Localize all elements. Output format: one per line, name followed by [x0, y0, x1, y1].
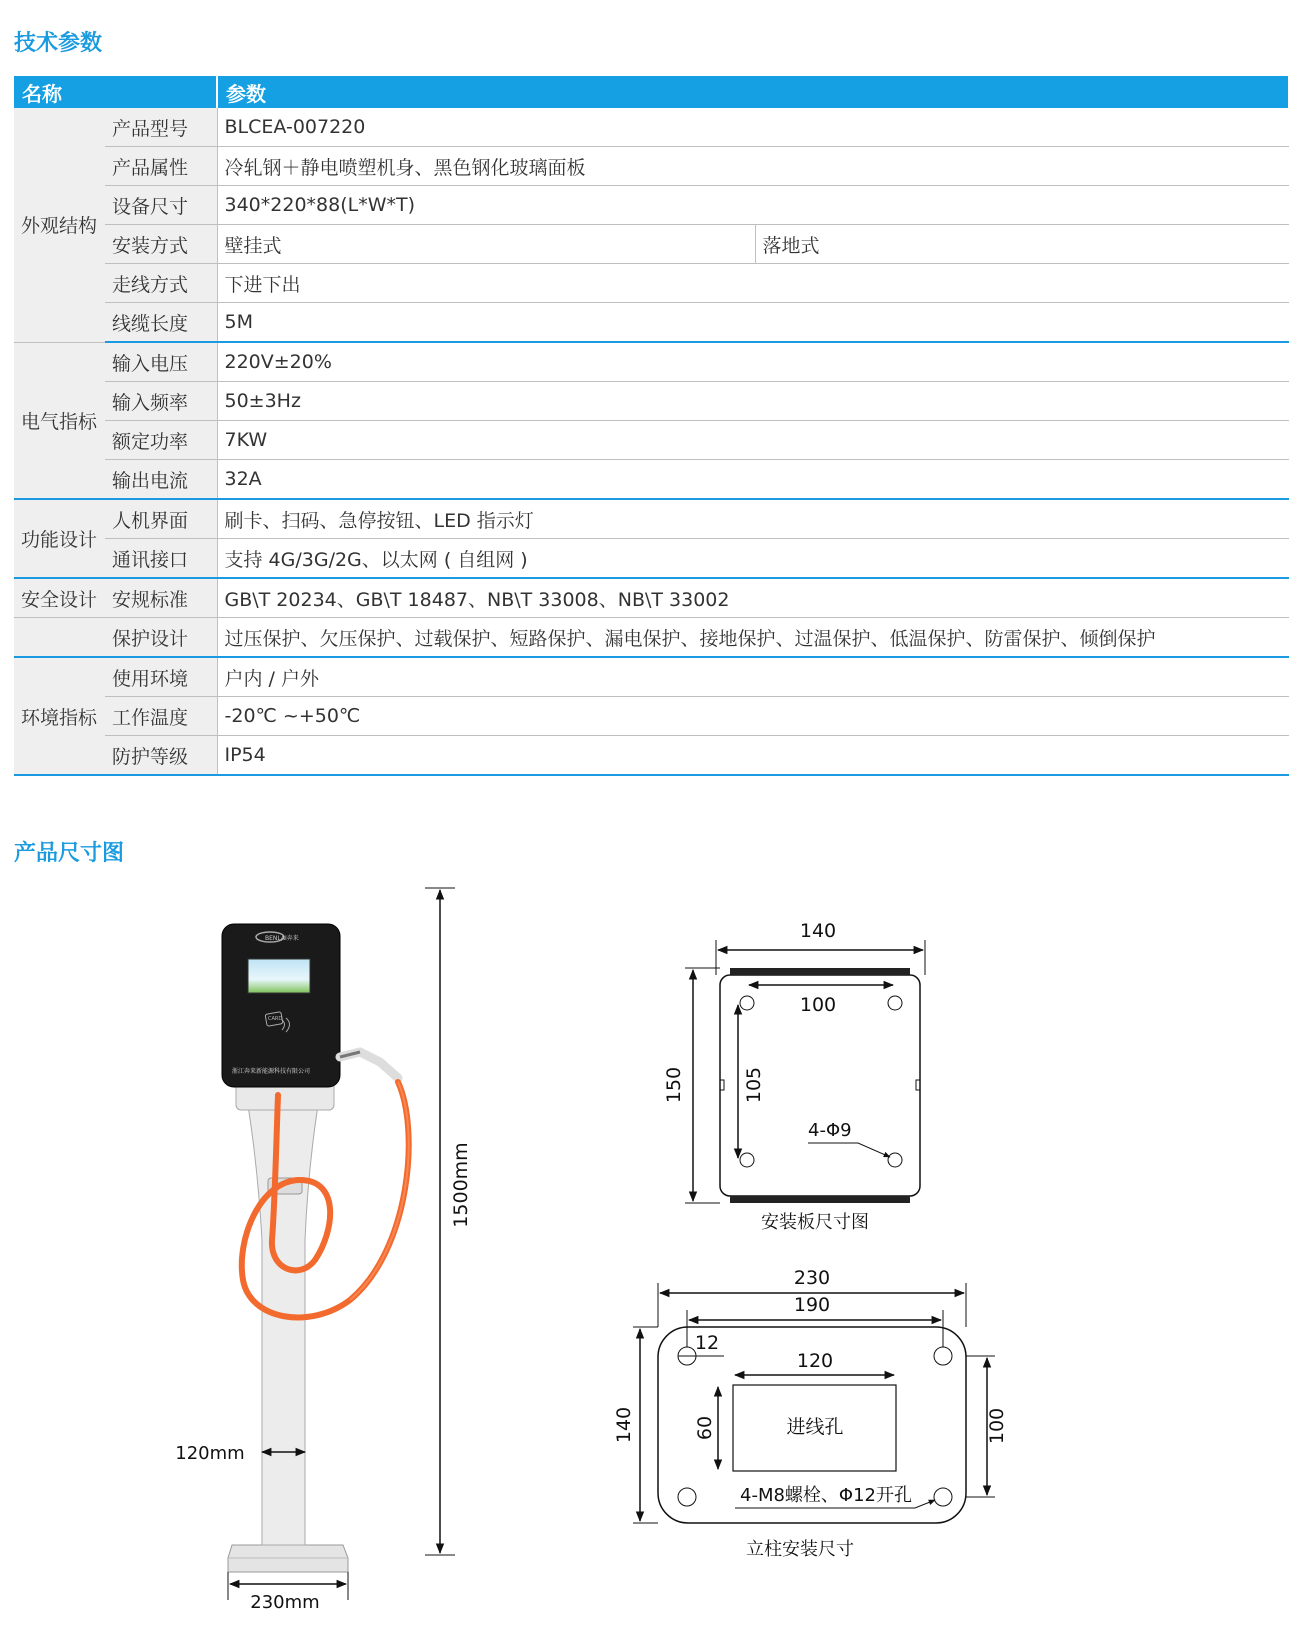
spec-section-title: 技术参数	[14, 31, 103, 56]
param-value: 壁挂式	[217, 225, 755, 264]
param-name: 输入电压	[105, 342, 217, 382]
base-height-outer: 140	[613, 1406, 635, 1444]
category-cell: 功能设计	[14, 499, 105, 578]
plate-width-holes: 100	[799, 994, 837, 1016]
header-param: 参数	[217, 76, 1289, 108]
charger-screen	[248, 959, 310, 993]
param-value: 过压保护、欠压保护、过载保护、短路保护、漏电保护、接地保护、过温保护、低温保护、防雷保护、倾倒保护	[217, 618, 1289, 658]
param-value: 户内 / 户外	[217, 657, 1289, 697]
param-name: 额定功率	[105, 421, 217, 460]
param-name: 线缆长度	[105, 303, 217, 343]
param-value: 220V±20%	[217, 342, 1289, 382]
pole-column	[248, 1105, 318, 1545]
param-value: BLCEA-007220	[217, 108, 1289, 147]
base-hole-diameter: 12	[694, 1332, 720, 1354]
param-value: 7KW	[217, 421, 1289, 460]
param-name: 防护等级	[105, 736, 217, 776]
category-cell: 电气指标	[14, 342, 105, 499]
param-value: 50±3Hz	[217, 382, 1289, 421]
param-name: 走线方式	[105, 264, 217, 303]
card-text: CARD	[268, 1016, 283, 1022]
plate-height-holes: 105	[743, 1066, 765, 1104]
bolts-label: 4-M8螺栓、Φ12开孔	[740, 1485, 913, 1506]
param-name: 人机界面	[105, 499, 217, 539]
inlet-width: 120	[796, 1350, 834, 1372]
param-name: 输入频率	[105, 382, 217, 421]
param-value: 支持 4G/3G/2G、以太网 ( 自组网 )	[217, 539, 1289, 579]
param-value: -20℃ ~+50℃	[217, 697, 1289, 736]
param-value-2: 落地式	[755, 225, 1289, 264]
param-name: 安装方式	[105, 225, 217, 264]
base-width-label: 230mm	[250, 1592, 320, 1613]
param-value: 冷轧钢＋静电喷塑机身、黑色钢化玻璃面板	[217, 147, 1289, 186]
param-name: 产品型号	[105, 108, 217, 147]
param-value: 下进下出	[217, 264, 1289, 303]
base-width-holes: 190	[793, 1294, 831, 1316]
param-name: 输出电流	[105, 460, 217, 500]
base-height-holes: 100	[986, 1407, 1008, 1445]
param-name: 通讯接口	[105, 539, 217, 579]
charger-drawing	[175, 888, 472, 1613]
plate-holes-label: 4-Φ9	[808, 1120, 852, 1141]
height-label: 1500mm	[450, 1142, 472, 1228]
param-name: 产品属性	[105, 147, 217, 186]
param-name: 设备尺寸	[105, 186, 217, 225]
param-name: 安规标准	[105, 578, 217, 618]
inlet-label: 进线孔	[786, 1416, 844, 1438]
brand-text: BENLAI奔来	[265, 935, 299, 942]
plate-height-outer: 150	[663, 1066, 685, 1104]
category-cell: 安全设计	[14, 578, 105, 618]
inlet-height: 60	[694, 1415, 716, 1441]
plate-width-outer: 140	[799, 920, 837, 942]
param-value: 340*220*88(L*W*T)	[217, 186, 1289, 225]
param-name: 保护设计	[105, 618, 217, 658]
mount-plate-drawing	[663, 920, 925, 1233]
pole-width-label: 120mm	[175, 1443, 245, 1464]
dimension-section-title: 产品尺寸图	[14, 841, 125, 866]
param-value: 32A	[217, 460, 1289, 500]
category-cell: 环境指标	[14, 657, 105, 775]
param-value: IP54	[217, 736, 1289, 776]
param-name: 使用环境	[105, 657, 217, 697]
plate-caption: 安装板尺寸图	[761, 1212, 869, 1233]
param-value: 刷卡、扫码、急停按钮、LED 指示灯	[217, 499, 1289, 539]
pole-base-drawing	[613, 1267, 1008, 1560]
base-caption: 立柱安装尺寸	[746, 1539, 854, 1560]
param-value: 5M	[217, 303, 1289, 343]
param-value: GB\T 20234、GB\T 18487、NB\T 33008、NB\T 33002	[217, 578, 1289, 618]
base-width-outer: 230	[793, 1267, 831, 1289]
company-text: 浙江奔来新能源科技有限公司	[232, 1068, 311, 1075]
param-name: 工作温度	[105, 697, 217, 736]
charger-body	[222, 924, 340, 1087]
category-cell: 外观结构	[14, 108, 105, 342]
header-name: 名称	[14, 76, 217, 108]
